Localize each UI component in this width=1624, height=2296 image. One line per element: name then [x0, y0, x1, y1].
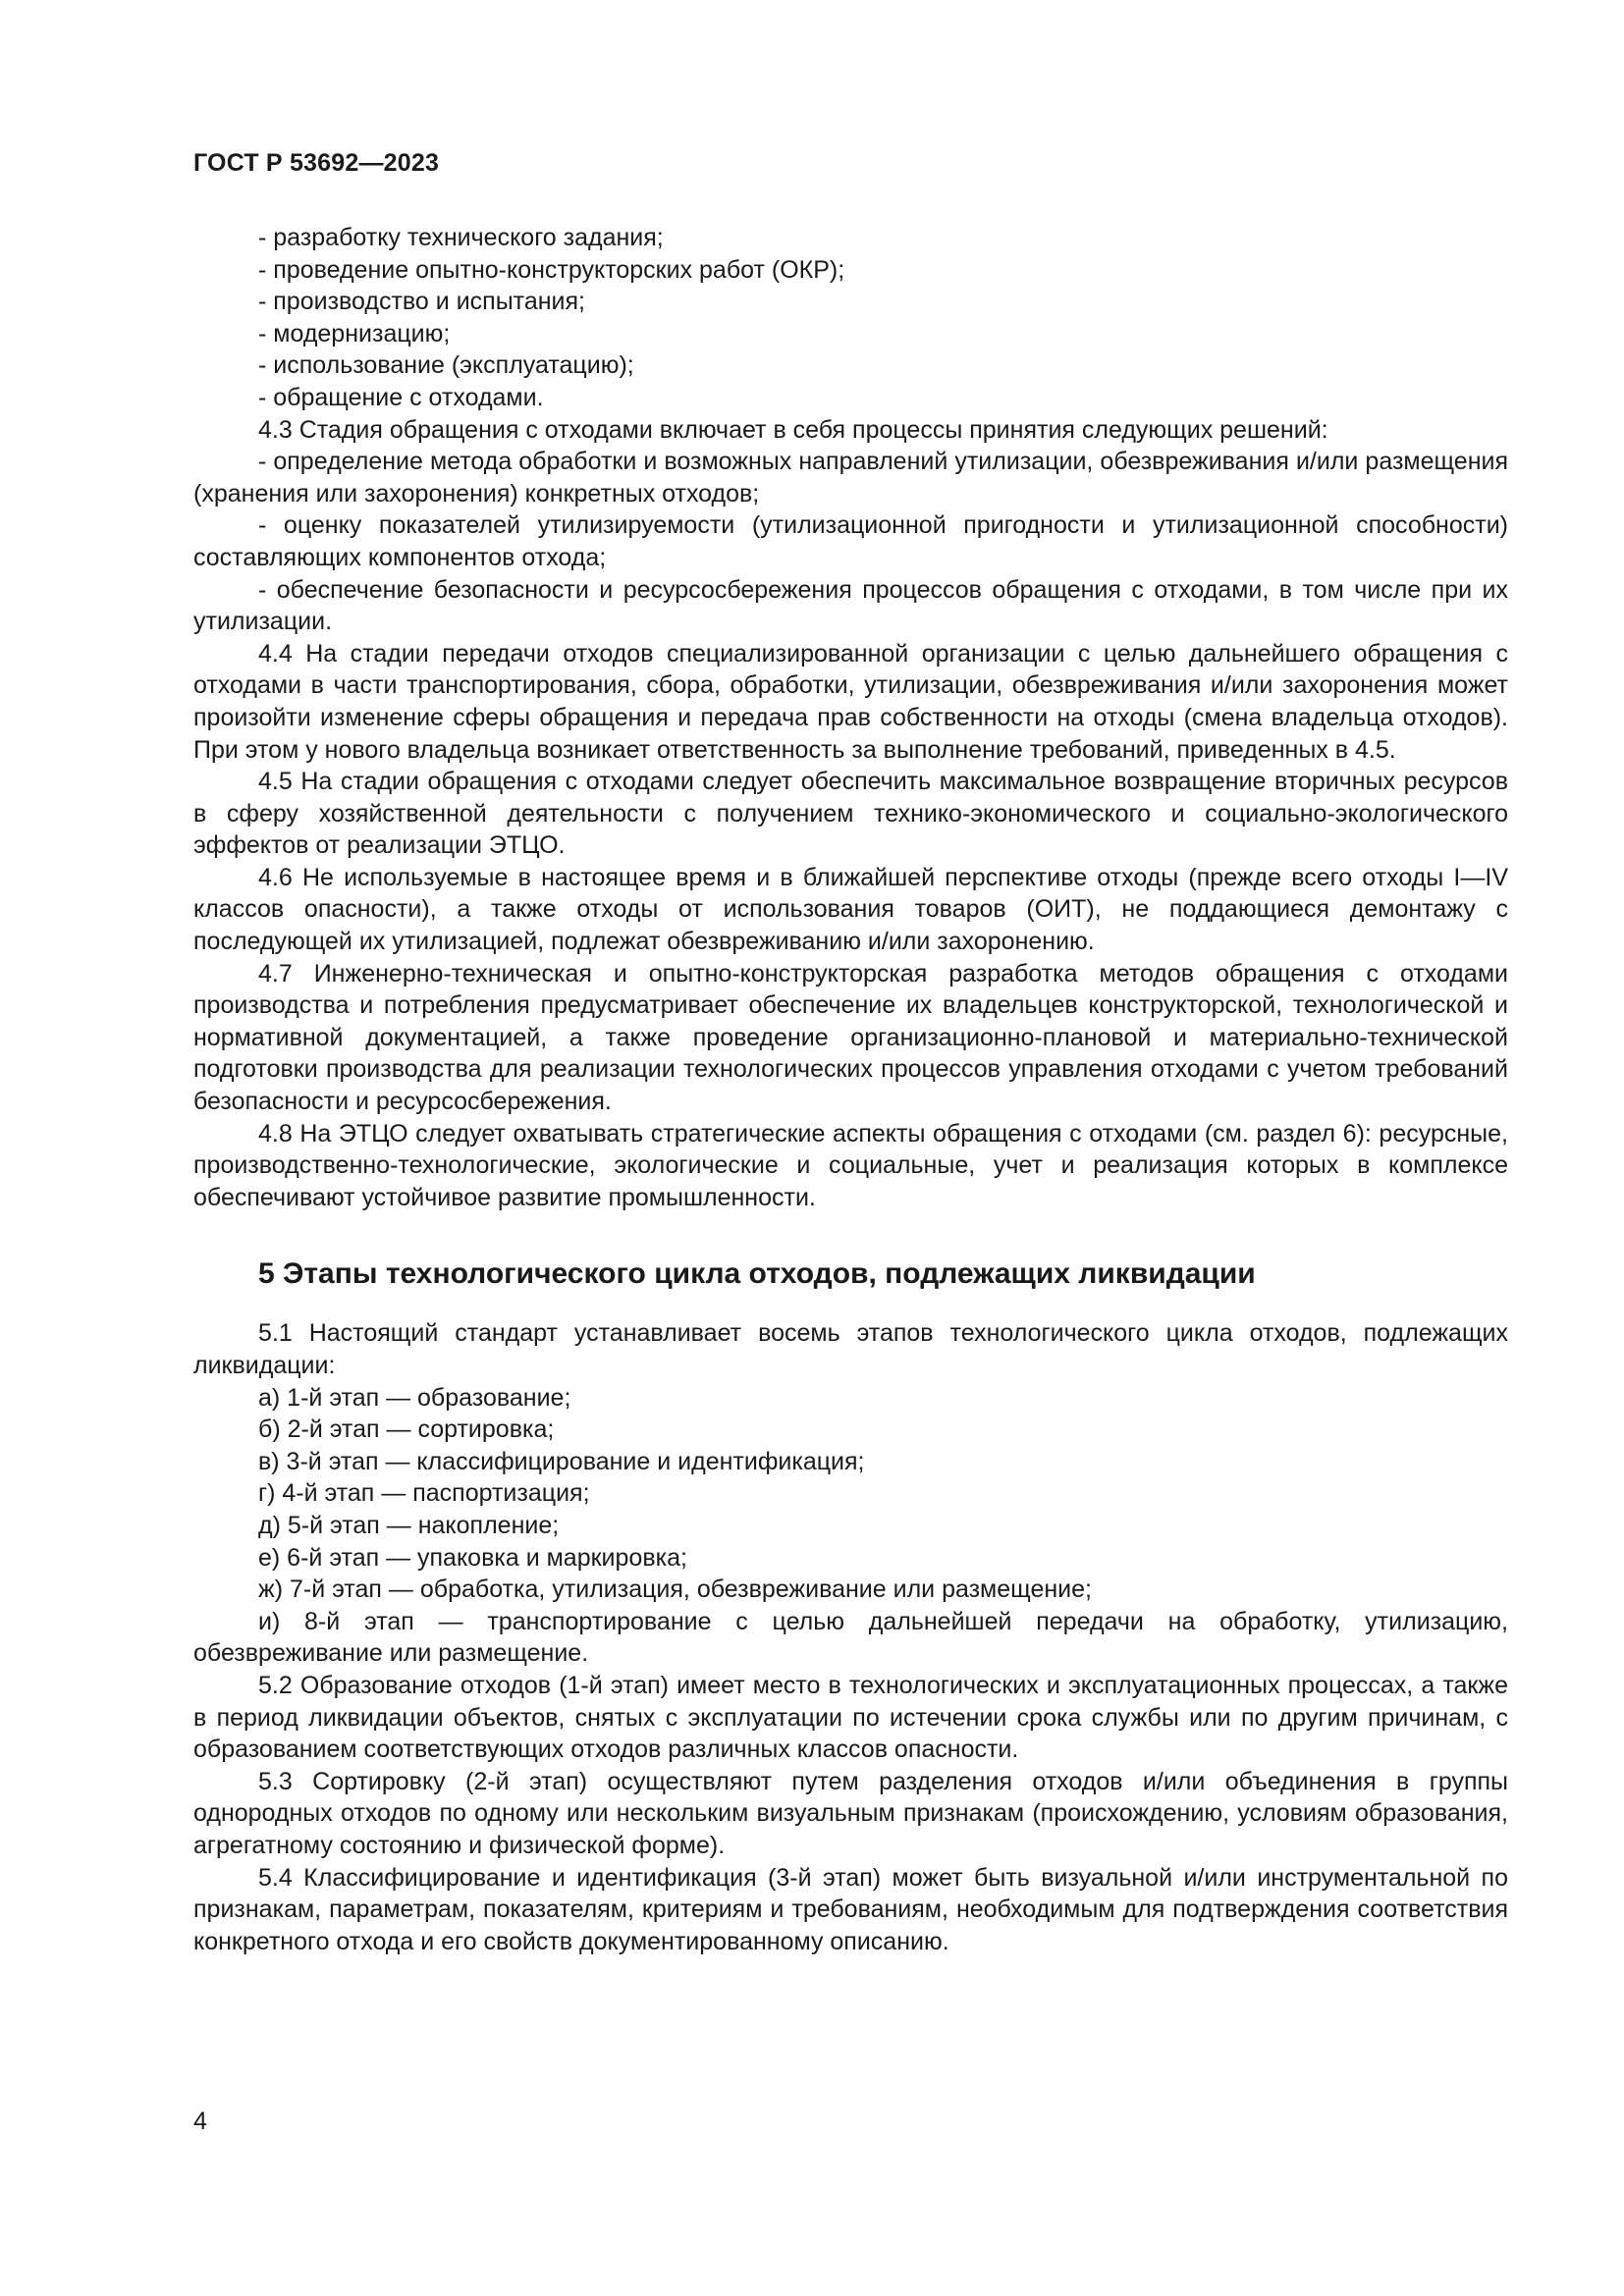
- stage-item: в) 3-й этап — классифицирование и идентификация;: [258, 1447, 865, 1475]
- stage-item: и) 8-й этап — транспортирование с целью дальнейшей передачи на обработку, утилизацию, обезвреживание или размещение.: [193, 1607, 1508, 1668]
- document-body: [193, 222, 1508, 1957]
- paragraph-5-2: 5.2 Образование отходов (1-й этап) имеет место в технологических и эксплуатационных процессах, а также в период ликвидации объектов, снятых с эксплуатации по истечении срока службы или по другим причинам, с образованием соответствующих отходов различных классов опасности.: [193, 1671, 1508, 1764]
- stage-item: г) 4-й этап — паспортизация;: [258, 1479, 590, 1508]
- paragraph-4-3: 4.3 Стадия обращения с отходами включает в себя процессы принятия следующих решений:: [258, 415, 1328, 444]
- list-item: - проведение опытно-конструкторских работ (ОКР);: [258, 255, 845, 284]
- paragraph-4-8: 4.8 На ЭТЦО следует охватывать стратегические аспекты обращения с отходами (см. раздел 6): ресурсные, производственно-технологические, экологические и социальные, учет и реализация которых в комплексе обеспечивают устойчивое развитие промышленности.: [193, 1119, 1508, 1211]
- list-item: - обращение с отходами.: [258, 383, 544, 411]
- list-item: - использование (эксплуатацию);: [258, 351, 634, 380]
- document-header: ГОСТ Р 53692—2023: [193, 149, 440, 177]
- list-item: - определение метода обработки и возможных направлений утилизации, обезвреживания и/или размещения (хранения или захоронения) конкретных отходов;: [193, 448, 1508, 507]
- list-item: - производство и испытания;: [258, 288, 585, 316]
- paragraph-4-5: 4.5 На стадии обращения с отходами следует обеспечить максимальное возвращение вторичных ресурсов в сферу хозяйственной деятельности с получением технико-экономического и социально-экологического эффектов от реализации ЭТЦО.: [193, 768, 1508, 860]
- list-item: - разработку технического задания;: [258, 224, 664, 251]
- paragraph-5-3: 5.3 Сортировку (2-й этап) осуществляют путем разделения отходов и/или объединения в группы однородных отходов по одному или нескольким визуальным признакам (происхождению, условиям образования, агрегатному состоянию и физической форме).: [193, 1767, 1508, 1859]
- paragraph-5-1: 5.1 Настоящий стандарт устанавливает восемь этапов технологического цикла отходов, подлежащих ликвидации:: [193, 1319, 1508, 1379]
- paragraph-4-7: 4.7 Инженерно-техническая и опытно-конструкторская разработка методов обращения с отходами производства и потребления предусматривает обеспечение их владельцев конструкторской, технологической и нормативной документацией, а также проведение организационно-плановой и материально-технической подготовки производства для реализации технологических процессов управления отходами с учетом требований безопасности и ресурсосбережения.: [193, 959, 1508, 1116]
- stage-item: д) 5-й этап — накопление;: [258, 1511, 560, 1539]
- paragraph-4-4: 4.4 На стадии передачи отходов специализированной организации с целью дальнейшего обращения с отходами в части транспортирования, сбора, обработки, утилизации, обезвреживания и/или захоронения может произойти изменение сферы обращения и передача прав собственности на отходы (смена владельца отходов). При этом у нового владельца возникает ответственность за выполнение требований, приведенных в 4.5.: [193, 639, 1508, 764]
- stage-item: б) 2-й этап — сортировка;: [258, 1415, 555, 1444]
- stage-item: е) 6-й этап — упаковка и маркировка;: [258, 1543, 687, 1572]
- section-5-heading: 5 Этапы технологического цикла отходов, подлежащих ликвидации: [258, 1257, 1256, 1291]
- paragraph-4-6: 4.6 Не используемые в настоящее время и в ближайшей перспективе отходы (прежде всего отходы I—IV классов опасности), а также отходы от использования товаров (ОИТ), не поддающиеся демонтажу с последующей их утилизацией, подлежат обезвреживанию и/или захоронению.: [193, 863, 1508, 956]
- list-item: - модернизацию;: [258, 319, 451, 347]
- page-number: 4: [193, 2108, 207, 2135]
- stage-item: а) 1-й этап — образование;: [258, 1383, 571, 1412]
- list-item: - обеспечение безопасности и ресурсосбережения процессов обращения с отходами, в том числе при их утилизации.: [193, 575, 1508, 636]
- stage-item: ж) 7-й этап — обработка, утилизация, обезвреживание или размещение;: [258, 1575, 1092, 1604]
- list-item: - оценку показателей утилизируемости (утилизационной пригодности и утилизационной способности) составляющих компонентов отхода;: [193, 511, 1508, 571]
- paragraph-5-4: 5.4 Классифицирование и идентификация (3-й этап) может быть визуальной и/или инструментальной по признакам, параметрам, показателям, критериям и требованиям, необходимым для подтверждения соответствия конкретного отхода и его свойств документированному описанию.: [193, 1863, 1508, 1955]
